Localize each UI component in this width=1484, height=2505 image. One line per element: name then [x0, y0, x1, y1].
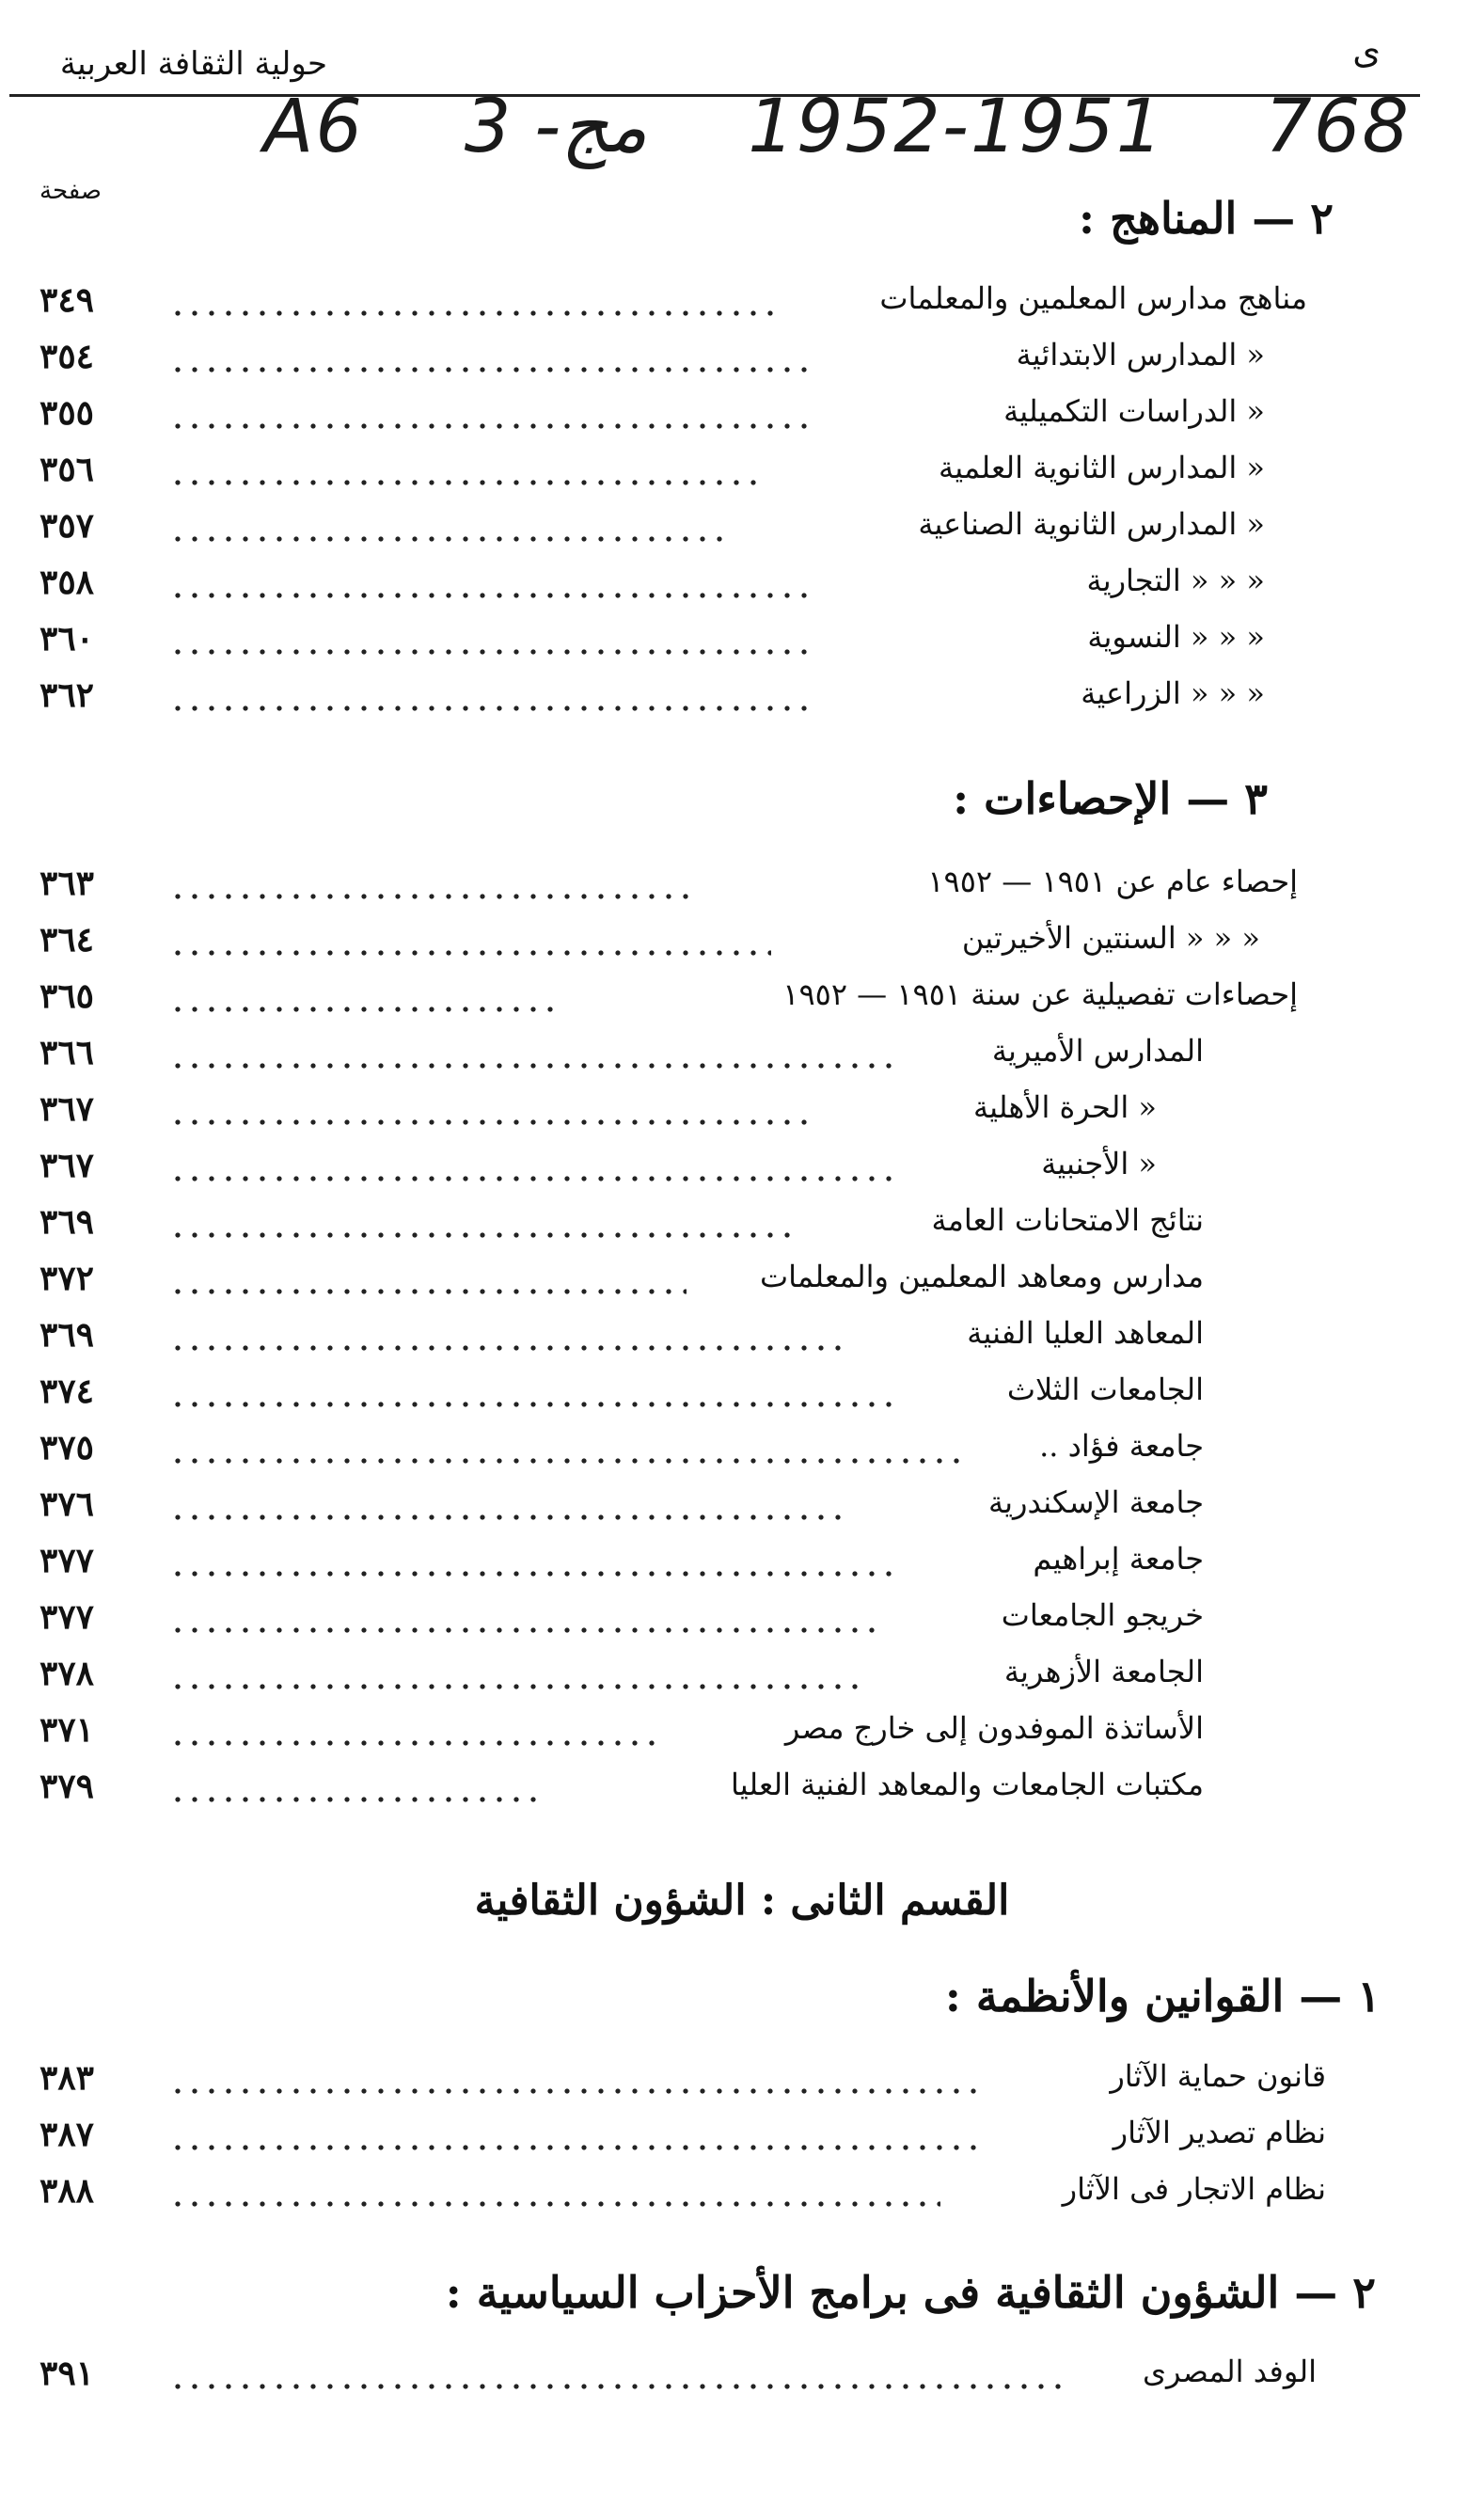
toc-entry: [0, 337, 1265, 388]
entry-page: ٣٥٦: [39, 450, 95, 489]
entry-page: ٣٥٤: [39, 337, 95, 376]
toc-entry: [0, 1767, 1204, 1817]
toc-entry: [0, 619, 1265, 670]
handwritten-annotation: [263, 85, 1411, 169]
leader-dots: [169, 2199, 940, 2209]
leader-dots: [169, 309, 781, 318]
toc-entry: [0, 1315, 1204, 1366]
toc-entry: [0, 976, 1298, 1027]
entry-label: المعاهد العليا الفنية: [967, 1315, 1204, 1351]
entry-label: الوفد المصرى: [1142, 2354, 1317, 2389]
toc-entry: [0, 864, 1298, 914]
page-column-label: صفحة: [39, 177, 102, 205]
toc-entry: [0, 1202, 1204, 1253]
toc-entry: [0, 506, 1265, 557]
leader-dots: [169, 1569, 903, 1578]
entry-label: مكتبات الجامعات والمعاهد الفنية العليا: [730, 1767, 1204, 1802]
handwritten-volume: 3 -مج: [464, 85, 648, 169]
entry-label: الجامعة الأزهرية: [1003, 1654, 1204, 1689]
leader-dots: [169, 1513, 846, 1522]
entry-page: ٣٧٩: [39, 1767, 95, 1806]
section-heading: ٢ — المناهج :: [1079, 193, 1334, 244]
entry-label: « الدراسات التكميلية: [1003, 393, 1265, 429]
leader-dots: [169, 2086, 987, 2096]
entry-label: « الحرة الأهلية: [972, 1089, 1157, 1125]
entry-page: ٣٧٧: [39, 1541, 95, 1580]
leader-dots: [169, 647, 818, 657]
entry-page: ٣٦٤: [39, 920, 95, 959]
leader-dots: [169, 2382, 1063, 2391]
entry-page: ٣٥٧: [39, 506, 95, 546]
entry-page: ٣٦٧: [39, 1089, 95, 1129]
toc-entry: [0, 2058, 1326, 2109]
leader-dots: [169, 421, 809, 431]
entry-label: « المدارس الثانوية الصناعية: [918, 506, 1265, 542]
toc-entry: [0, 450, 1265, 500]
entry-page: ٣٧٤: [39, 1371, 95, 1411]
entry-page: ٣٧٨: [39, 1654, 95, 1693]
leader-dots: [169, 1118, 818, 1127]
part-title: القسم الثانى : الشؤون الثقافية: [474, 1877, 1010, 1925]
entry-page: ٣٧٥: [39, 1428, 95, 1467]
entry-page: ٣٥٥: [39, 393, 95, 433]
leader-dots: [169, 1738, 658, 1748]
toc-entry: [0, 1259, 1204, 1309]
entry-page: ٣٧٧: [39, 1597, 95, 1637]
leader-dots: [169, 1061, 903, 1070]
entry-label: « المدارس الثانوية العلمية: [939, 450, 1265, 485]
toc-entry: [0, 563, 1265, 613]
toc-entry: [0, 1428, 1204, 1479]
toc-entry: [0, 1146, 1157, 1197]
toc-entry: [0, 1654, 1204, 1704]
entry-label: نظام الاتجار فى الآثار: [1062, 2171, 1326, 2207]
leader-dots: [169, 1625, 884, 1635]
running-title: حولية الثقافة العربية: [59, 45, 327, 83]
entry-page: ٣٦٥: [39, 976, 95, 1016]
entry-page: ٣٨٨: [39, 2171, 95, 2211]
leader-dots: [169, 1287, 687, 1296]
section-heading: ٢ — الشؤون الثقافية فى برامج الأحزاب السياسية :: [445, 2267, 1376, 2318]
toc-entry: [0, 1371, 1204, 1422]
entry-label: « « « التجارية: [1086, 563, 1265, 598]
leader-dots: [169, 2143, 987, 2152]
leader-dots: [169, 365, 809, 374]
entry-page: ٣٥٨: [39, 563, 95, 602]
entry-label: المدارس الأميرية: [991, 1033, 1204, 1069]
handwritten-number: 768: [1265, 85, 1411, 169]
toc-entry: [0, 1033, 1204, 1084]
entry-label: جامعة الإسكندرية: [987, 1484, 1204, 1520]
entry-label: مدارس ومعاهد المعلمين والمعلمات: [760, 1259, 1204, 1294]
leader-dots: [169, 478, 762, 487]
entry-page: ٣٦٠: [39, 619, 95, 658]
entry-label: إحصاءات تفصيلية عن سنة ١٩٥١ — ١٩٥٢: [782, 976, 1298, 1012]
leader-dots: [169, 1682, 865, 1691]
leader-dots: [169, 704, 818, 713]
entry-label: نتائج الامتحانات العامة: [931, 1202, 1204, 1238]
entry-label: « « « السنتين الأخيرتين: [961, 920, 1260, 956]
leader-dots: [169, 1005, 564, 1014]
entry-label: « الأجنبية: [1041, 1146, 1157, 1181]
leader-dots: [169, 892, 696, 901]
entry-page: ٣٨٣: [39, 2058, 95, 2098]
toc-entry: [0, 2171, 1326, 2222]
toc-entry: [0, 1597, 1204, 1648]
toc-entry: [0, 1484, 1204, 1535]
toc-entry: [0, 2354, 1317, 2404]
toc-entry: [0, 1541, 1204, 1592]
entry-page: ٣٧٢: [39, 1259, 95, 1298]
leader-dots: [169, 1230, 790, 1240]
entry-label: « « « الزراعية: [1081, 675, 1265, 711]
entry-label: « « « النسوية: [1087, 619, 1265, 655]
handwritten-shelfmark: A6: [263, 85, 364, 169]
toc-entry: [0, 1089, 1157, 1140]
toc-entry: [0, 1710, 1204, 1761]
leader-dots: [169, 1795, 545, 1804]
toc-entry: [0, 280, 1307, 331]
section-heading: ٣ — الإحصاءات :: [953, 773, 1268, 824]
entry-page: ٣٦٢: [39, 675, 95, 715]
entry-label: جامعة فؤاد ..: [1039, 1428, 1204, 1464]
entry-page: ٣٩١: [39, 2354, 95, 2393]
entry-page: ٣٦٩: [39, 1315, 95, 1355]
section-heading: ١ — القوانين والأنظمة :: [944, 1971, 1381, 2021]
leader-dots: [169, 1174, 903, 1183]
leader-dots: [169, 591, 818, 600]
toc-entry: [0, 393, 1265, 444]
entry-label: الجامعات الثلاث: [1006, 1371, 1204, 1407]
entry-label: خريجو الجامعات: [1001, 1597, 1204, 1633]
entry-label: نظام تصدير الآثار: [1113, 2115, 1326, 2150]
entry-page: ٣٧٦: [39, 1484, 95, 1524]
leader-dots: [169, 1343, 846, 1353]
entry-label: قانون حماية الآثار: [1110, 2058, 1326, 2094]
entry-page: ٣٦٧: [39, 1146, 95, 1185]
entry-label: مناهج مدارس المعلمين والمعلمات: [879, 280, 1307, 316]
entry-page: ٣٦٣: [39, 864, 95, 903]
entry-page: ٣٤٩: [39, 280, 95, 320]
leader-dots: [169, 534, 734, 544]
handwritten-years: 1952-1951: [748, 85, 1165, 169]
entry-page: ٣٦٦: [39, 1033, 95, 1072]
leader-dots: [169, 1400, 903, 1409]
entry-label: « المدارس الابتدائية: [1016, 337, 1265, 373]
page-letter: ى: [1352, 30, 1381, 71]
toc-entry: [0, 2115, 1326, 2165]
toc-entry: [0, 675, 1265, 726]
leader-dots: [169, 1456, 959, 1466]
entry-page: ٣٦٩: [39, 1202, 95, 1242]
entry-label: جامعة إبراهيم: [1033, 1541, 1204, 1577]
entry-page: ٣٨٧: [39, 2115, 95, 2154]
entry-page: ٣٧١: [39, 1710, 95, 1750]
entry-label: إحصاء عام عن ١٩٥١ — ١٩٥٢: [927, 864, 1298, 899]
toc-entry: [0, 920, 1260, 971]
entry-label: الأساتذة الموفدون إلى خارج مصر: [784, 1710, 1204, 1746]
leader-dots: [169, 948, 771, 958]
